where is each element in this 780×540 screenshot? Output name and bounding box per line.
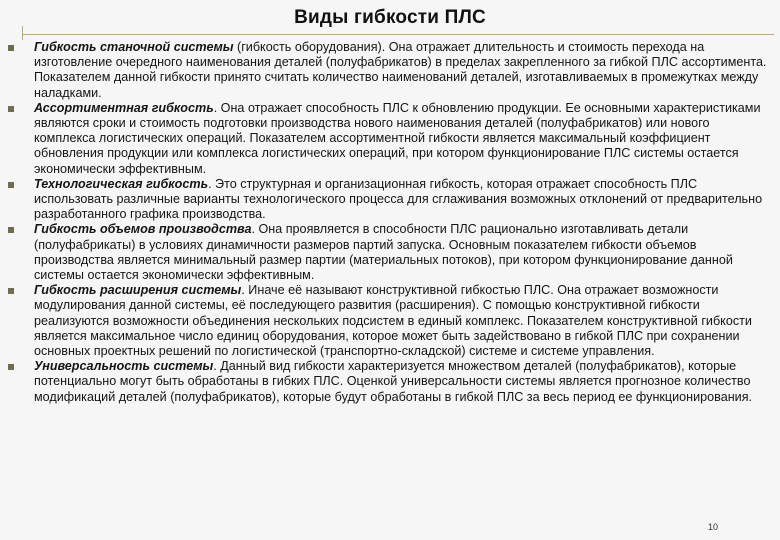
bullet-square-icon xyxy=(8,227,14,233)
bullet-item-5 xyxy=(0,283,780,359)
bullet-term: Гибкость расширения системы xyxy=(34,283,242,298)
bullet-text: . Данный вид гибкости характеризуется множеством деталей (полуфабрикатов), которые потенциально могут быть обработаны в гибких ПЛС. Оценкой универсальности системы является прогнозное количество модификаций деталей (полуфабрикатов), которые будут обработаны в гибкой ПЛС за весь период ее функционирования. xyxy=(34,359,753,404)
bullet-term: Ассортиментная гибкость xyxy=(34,100,214,115)
bullet-term: Гибкость объемов производства xyxy=(34,222,252,237)
bullet-square-icon xyxy=(8,182,14,188)
page-number: 10 xyxy=(707,522,718,532)
bullet-item-3 xyxy=(0,177,780,223)
bullet-square-icon xyxy=(8,45,14,51)
bullet-term: Универсальность системы xyxy=(34,359,214,374)
title-divider xyxy=(22,34,774,35)
bullet-list xyxy=(0,40,780,405)
bullet-square-icon xyxy=(8,288,14,294)
slide-title: Виды гибкости ПЛС xyxy=(294,7,486,28)
bullet-text: . Она проявляется в способности ПЛС рационально изготавливать детали (полуфабрикаты) в условиях динамичности размеров партий запуска. Основным показателем гибкости объемов производства является минимальный размер партии (материальных потоков), при котором функционирование данной системы остается экономически эффективным. xyxy=(34,222,733,283)
bullet-item-6 xyxy=(0,359,780,405)
bullet-item-1 xyxy=(0,40,780,101)
bullet-item-2 xyxy=(0,101,780,177)
bullet-square-icon xyxy=(8,364,14,370)
bullet-term: Гибкость станочной системы xyxy=(34,40,234,54)
bullet-item-4 xyxy=(0,222,780,283)
bullet-text: . Она отражает способность ПЛС к обновлению продукции. Ее основными характеристиками являются сроки и стоимость подготовки производства нового наименования деталей (полуфабрикатов) или нового комплекса логистических операций. Показателем ассортиментной гибкости является максимальный коэффициент обновления продукции или комплекса логистических операций, при котором функционирование ПЛС системы остается экономически эффективным. xyxy=(34,100,761,176)
bullet-term: Технологическая гибкость xyxy=(34,176,209,191)
bullet-text: (гибкость оборудования). Она отражает длительность и стоимость перехода на изготовление очередного наименования деталей (полуфабрикатов) в пределах закрепленного за гибкой ПЛС ассортимента. Показателем данной гибкости принято считать количество наименований деталей, изготавливаемых в промежутках между наладками. xyxy=(34,40,767,100)
bullet-text: . Иначе её называют конструктивной гибкостью ПЛС. Она отражает возможности модулирования данной системы, её последующего развития (расширения). С помощью конструктивной гибкости реализуются возможности объединения нескольких подсистем в единый комплекс. Показателем конструктивной гибкости является максимальное число единиц оборудования, которое может быть задействовано в гибкой ПЛС при сохранении основных проектных решений по логистической (транспортно-складской) системе и системе управления. xyxy=(34,283,752,359)
title-vertical-divider xyxy=(22,26,23,40)
bullet-square-icon xyxy=(8,106,14,112)
bullet-text: . Это структурная и организационная гибкость, которая отражает способность ПЛС использовать различные варианты технологического процесса для сглаживания возможных отклонений от предварительно разработанного графика производства. xyxy=(34,176,763,222)
title-bar xyxy=(0,0,780,38)
